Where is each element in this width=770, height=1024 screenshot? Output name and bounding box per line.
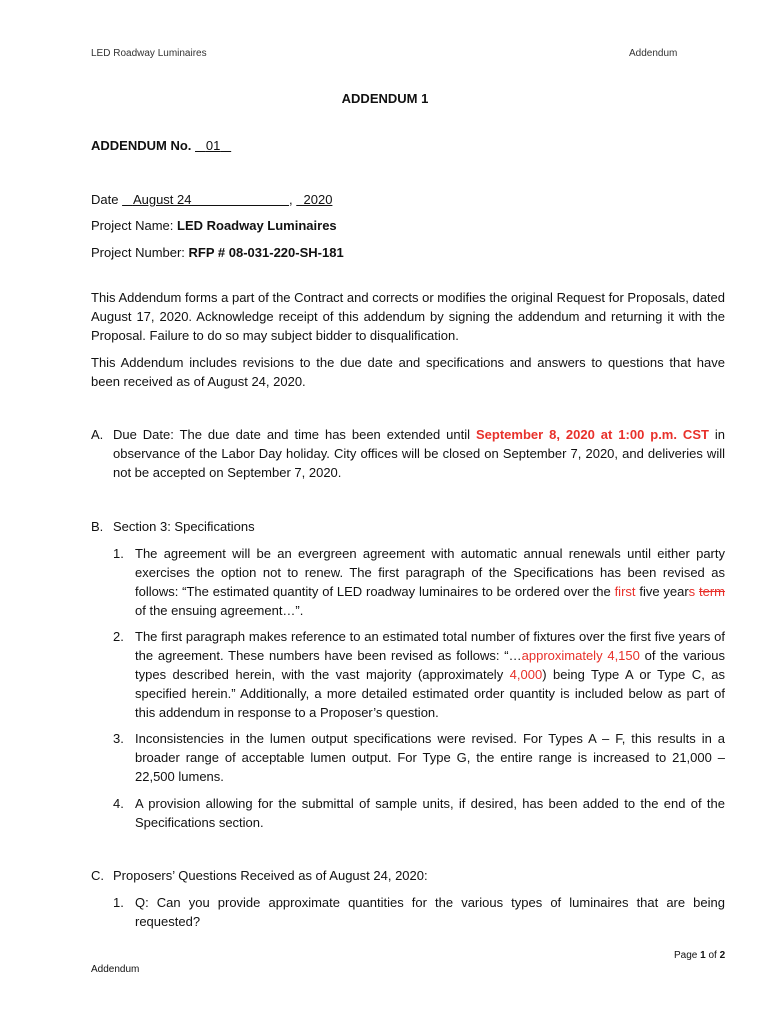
section-b: [91, 517, 725, 536]
project-number: [91, 243, 725, 262]
footer-left: Addendum: [91, 964, 140, 975]
intro-paragraph-1: This Addendum forms a part of the Contract and corrects or modifies the original Request for Proposals, dated August 17, 2020. Acknowledge receipt of this addendum by signing the addendum and returning it with the Proposal. Failure to do so may subject bidder to disqualification.: [91, 290, 725, 343]
section-c-item-1: 1. Q: Can you provide approximate quantities for the various types of luminaires that are being requested?: [113, 895, 725, 929]
document-title: ADDENDUM 1: [341, 91, 429, 106]
addendum-number: [91, 136, 725, 155]
header-right: Addendum: [629, 48, 678, 59]
intro-paragraph-2: This Addendum includes revisions to the due date and specifications and answers to questions that have been received as of August 24, 2020.: [91, 355, 725, 389]
section-c-heading: Proposers’ Questions Received as of August 24, 2020:: [113, 868, 428, 883]
due-date-highlight: September 8, 2020 at 1:00 p.m. CST: [475, 427, 709, 442]
date-label: Date: [91, 192, 119, 207]
section-a-text: Due Date: The due date and time has been extended until September 8, 2020 at 1:00 p.m. CST in observance of the Labor Day holiday. City offices will be closed on September 7, 2020, and deliveries will not be accepted on September 7, 2020.: [113, 427, 726, 480]
project-name-label: Project Name:: [91, 218, 174, 233]
section-b-item-4: 4. A provision allowing for the submittal of sample units, if desired, has been added to the end of the Specifications section.: [113, 796, 725, 830]
header-left: LED Roadway Luminaires: [91, 48, 207, 59]
date-sep: ,: [289, 192, 293, 207]
addendum-no-label: ADDENDUM No.: [91, 138, 192, 153]
section-b-heading: Section 3: Specifications: [113, 519, 255, 534]
section-a: [91, 425, 725, 482]
page-number: Page 1 of 2: [674, 950, 726, 961]
section-a-letter: A.: [91, 427, 104, 442]
project-number-label: Project Number:: [91, 245, 185, 260]
project-name: [91, 216, 725, 235]
project-number-value: RFP # 08-031-220-SH-181: [188, 245, 344, 260]
section-c: [91, 866, 725, 885]
project-name-value: LED Roadway Luminaires: [177, 218, 337, 233]
section-b-item-2: 2. The first paragraph makes reference to an estimated total number of fixtures over the first five years of the agreement. These numbers have been revised as follows: “…approximately 4,150 of the various types described herein, with the vast majority (approximately 4,000) being Type A or Type C, as specified herein.” Additionally, a more detailed estimated order quantity is included below as part of this addendum in response to a Proposer’s question.: [113, 629, 725, 720]
date-month-day: August 24: [132, 192, 192, 207]
date-line: [91, 190, 725, 209]
section-c-letter: C.: [91, 868, 104, 883]
section-b-item-1: 1. The agreement will be an evergreen agreement with automatic annual renewals until either party exercises the option not to renew. The first paragraph of the Specifications has been revised as follows: “The estimated quantity of LED roadway luminaires to be ordered over the first five years term of the ensuing agreement…”.: [113, 546, 725, 618]
section-b-item-3: 3. Inconsistencies in the lumen output specifications were revised. For Types A – F, this results in a broader range of acceptable lumen output. For Type G, the entire range is increased to 21,000 – 22,500 lumens.: [113, 731, 725, 784]
section-b-letter: B.: [91, 519, 104, 534]
addendum-no-value: 01: [205, 138, 221, 153]
date-year: 2020: [303, 192, 333, 207]
